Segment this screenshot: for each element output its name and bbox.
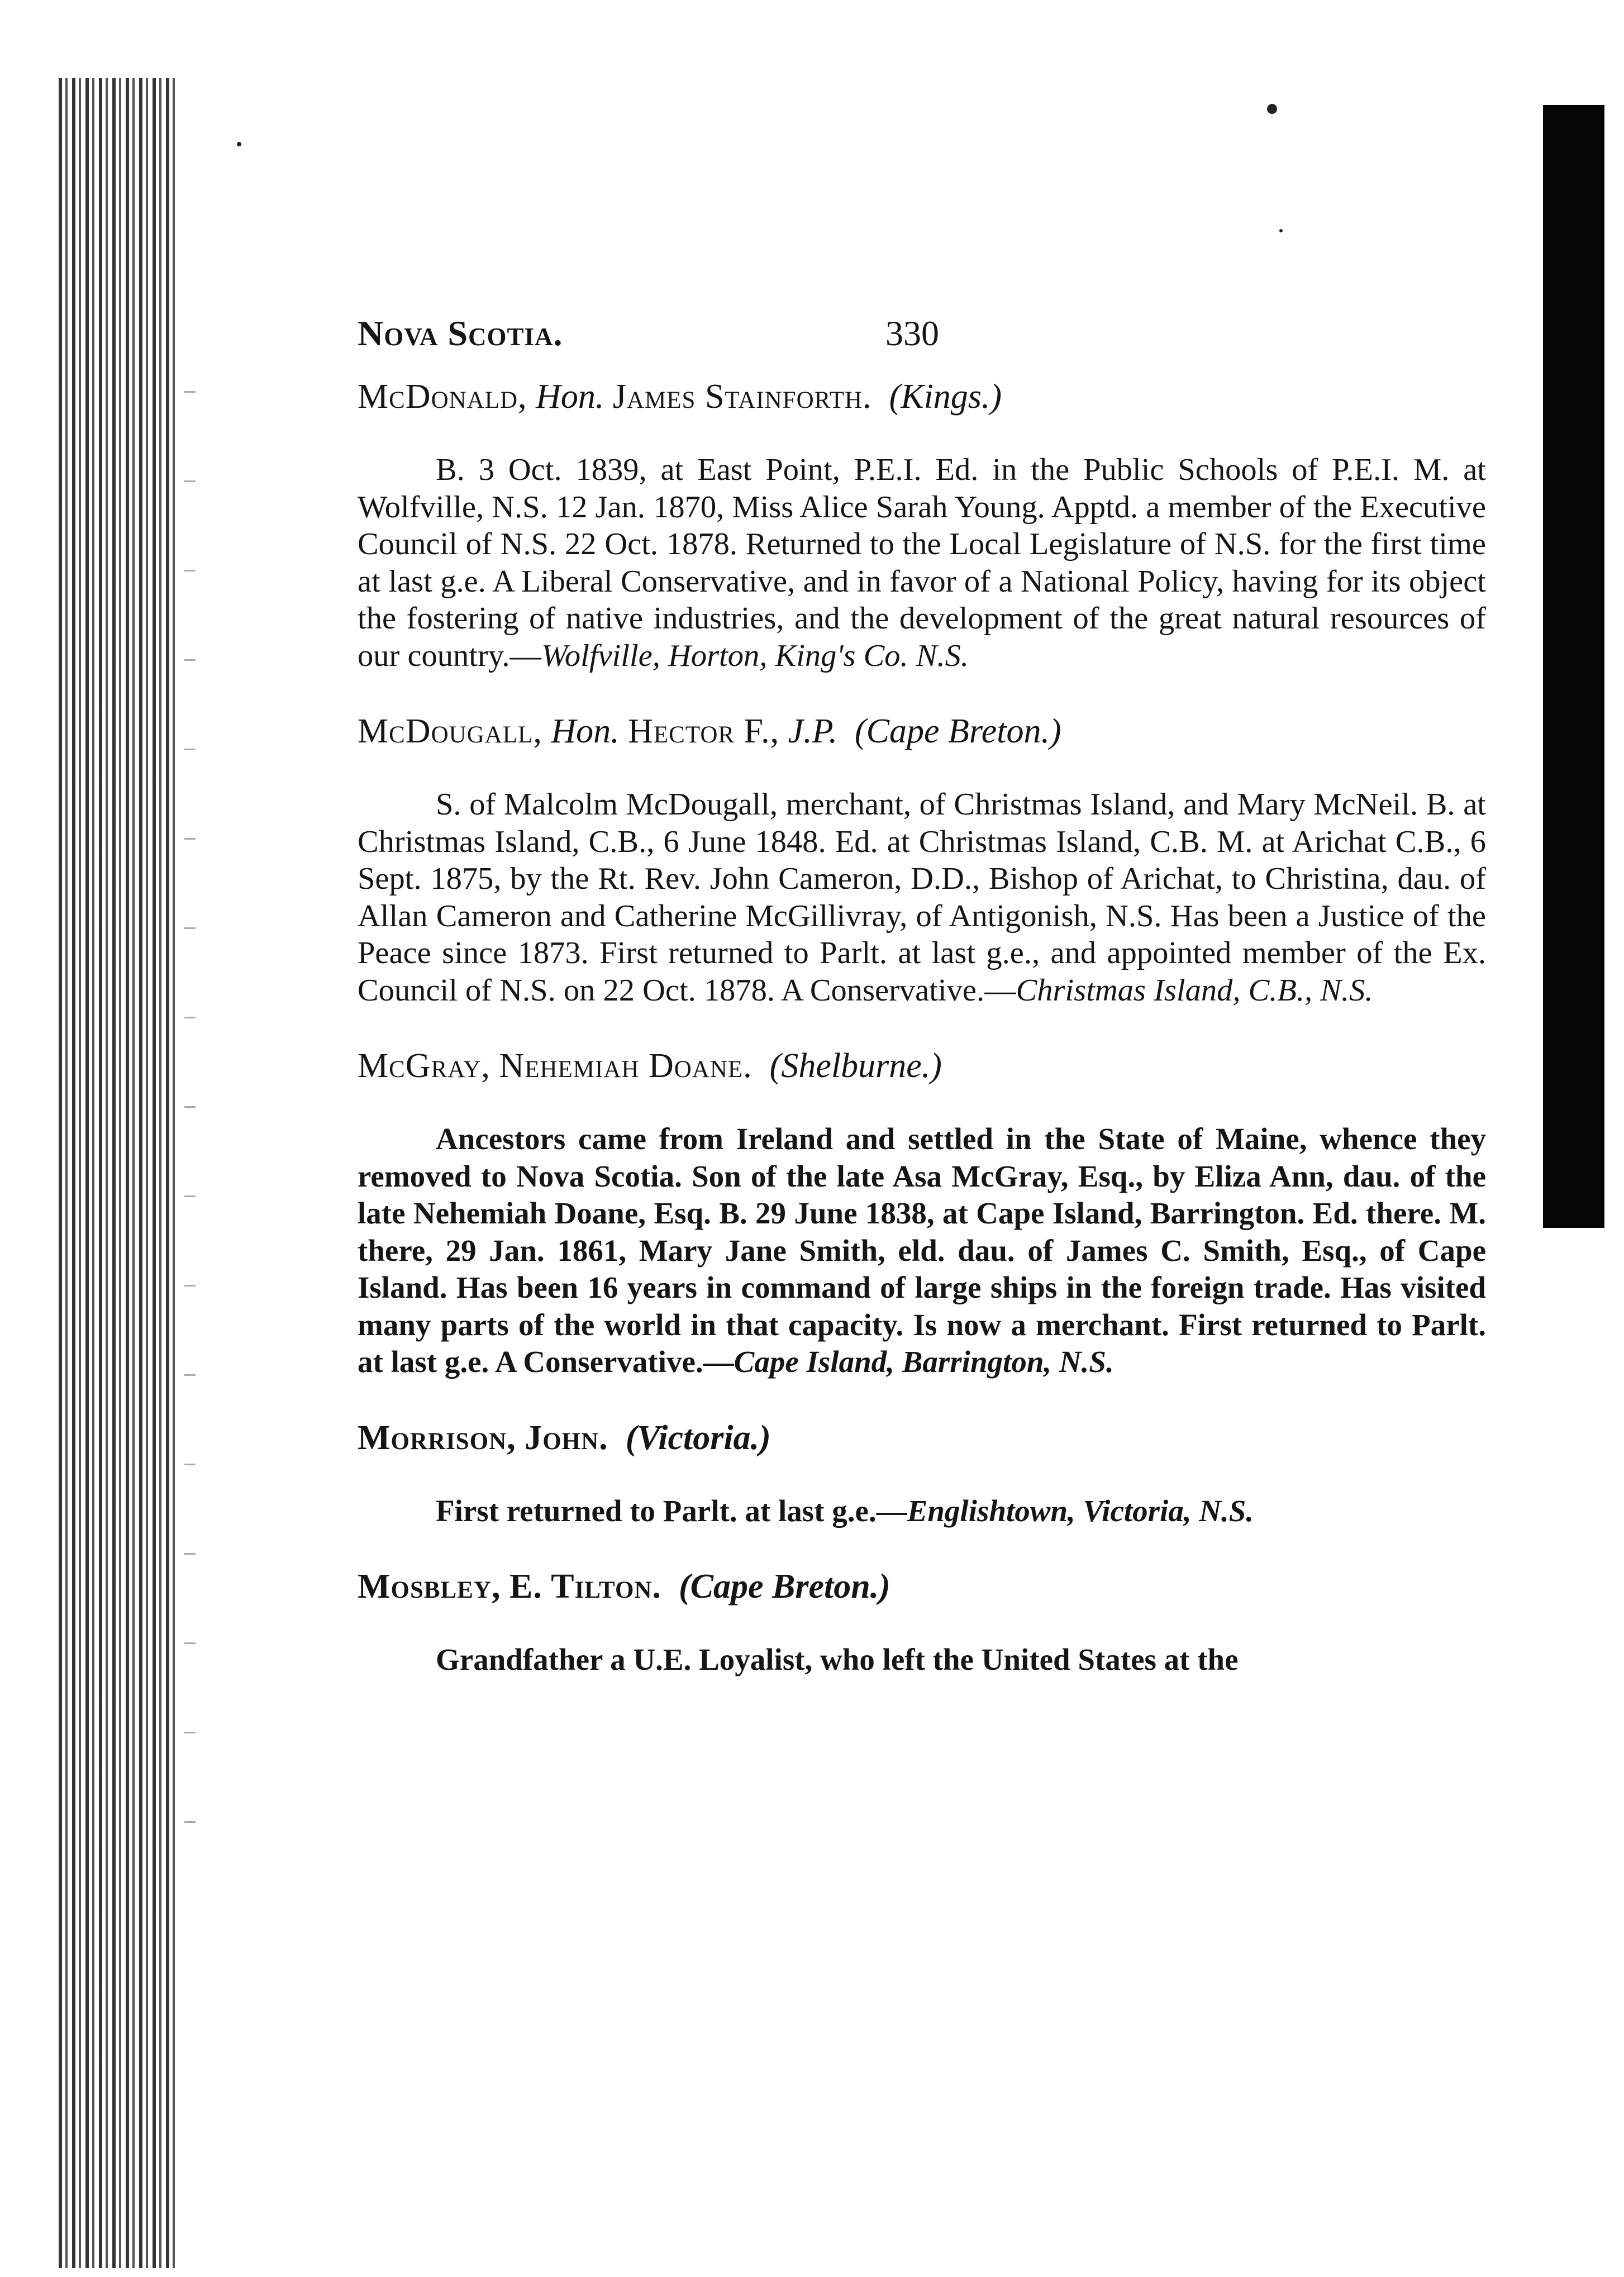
entry-mosbley [358,1564,1486,1679]
entry-given-names: Nehemiah Doane. [499,1047,753,1085]
entry-constituency: (Cape Breton.) [678,1568,890,1606]
entry-residence: Englishtown, Victoria, N.S. [907,1493,1254,1528]
ink-speck [1279,229,1283,232]
ink-speck [1267,104,1277,114]
entry-honorific: Hon. [536,378,604,416]
entry-heading [358,1044,1486,1088]
entry-constituency: (Victoria.) [625,1418,771,1457]
entry-biography [358,786,1486,1009]
entry-residence: Wolfville, Horton, King's Co. N.S. [541,638,969,673]
entry-surname: McDougall, [358,712,542,750]
ink-speck [237,142,241,146]
entry-bio-text: Grandfather a U.E. Loyalist, who left the United States at the [436,1642,1239,1676]
entry-surname: Morrison, [358,1418,516,1457]
document-page [358,313,1486,1713]
page-header [358,313,1486,374]
entry-honorific: Hon. [551,712,620,750]
entry-bio-text: Ancestors came from Ireland and settled in the State of Maine, whence they removed to Nova Scotia. Son of the late Asa McGray, Esq., by Eliza Ann, dau. of the late Nehemiah Doane, Esq. B. 29 June 1838, at Cape Island, Barrington. Ed. there. M. there, 29 Jan. 1861, Mary Jane Smith, eld. dau. of James C. Smith, Esq., of Cape Island. Has been 16 years in command of large ships in the foreign trade. Has visited many parts of the world in that capacity. Is now a merchant. First returned to Parlt. at last g.e. A Conservative.— [358,1122,1486,1379]
entry-surname: McGray, [358,1047,490,1085]
entry-biography [358,1121,1486,1381]
entry-heading [358,374,1486,419]
binding-specks [184,391,196,1899]
entry-constituency: (Cape Breton.) [854,712,1061,750]
entry-surname: McDonald, [358,378,527,416]
entry-given-names: E. Tilton. [509,1568,661,1606]
entry-biography [358,451,1486,674]
entry-mcdonald [358,374,1486,674]
entry-heading [358,709,1486,754]
entry-given-names: Hector F., [628,712,780,750]
entry-bio-text: S. of Malcolm McDougall, merchant, of Christmas Island, and Mary McNeil. B. at Christmas Island, C.B., 6 June 1848. Ed. at Christmas Island, C.B. M. at Arichat C.B., 6 Sept. 1875, by the Rt. Rev. John Cameron, D.D., Bishop of Arichat, to Christina, dau. of Allan Cameron and Catherine McGillivray, of Antigonish, N.S. Has been a Justice of the Peace since 1873. First returned to Parlt. at last g.e., and appointed member of the Ex. Council of N.S. on 22 Oct. 1878. A Conservative.— [358,787,1486,1008]
entry-residence: Cape Island, Barrington, N.S. [734,1345,1114,1379]
binding-edge-shadow [59,78,176,2268]
running-title: Nova Scotia. [358,313,563,353]
entry-heading [358,1564,1486,1609]
page-number: 330 [885,313,939,353]
entry-mcgray [358,1044,1486,1381]
entry-mcdougall [358,709,1486,1009]
entry-biography [358,1641,1486,1679]
entry-surname: Mosbley, [358,1568,501,1606]
entry-residence: Christmas Island, C.B., N.S. [1016,973,1373,1008]
entry-heading [358,1416,1486,1460]
entry-constituency: (Shelburne.) [769,1047,942,1085]
entry-given-names: John. [525,1418,608,1457]
entry-given-names: James Stainforth. [612,378,872,416]
page-edge-bar [1543,105,1604,1228]
entry-suffix: J.P. [788,712,837,750]
entry-morrison [358,1416,1486,1530]
entry-bio-text: First returned to Parlt. at last g.e.— [436,1493,907,1528]
entry-constituency: (Kings.) [889,378,1002,416]
entry-biography [358,1493,1486,1530]
entry-bio-text: B. 3 Oct. 1839, at East Point, P.E.I. Ed. in the Public Schools of P.E.I. M. at Wolfville, N.S. 12 Jan. 1870, Miss Alice Sarah Young. Apptd. a member of the Executive Council of N.S. 22 Oct. 1878. Returned to the Local Legislature of N.S. for the first time at last g.e. A Liberal Conservative, and in favor of a National Policy, having for its object the fostering of native industries, and the development of the great natural resources of our country.— [358,452,1486,673]
